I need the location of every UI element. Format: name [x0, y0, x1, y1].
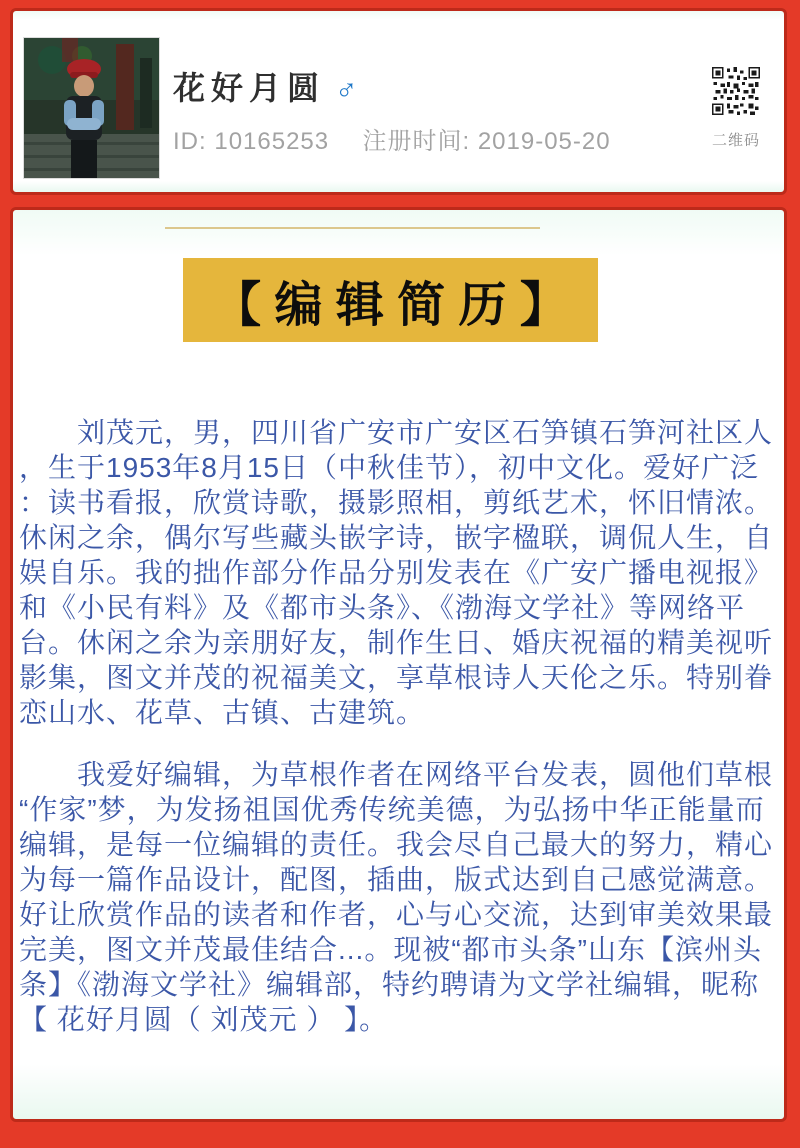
bio-line: 台。休闲之余为亲朋好友，制作生日、婚庆祝福的精美视听: [19, 627, 774, 658]
profile-name-row: [173, 63, 358, 109]
bio-paragraph-1: [19, 415, 773, 730]
bio-line: 【 花好月圆（ 刘茂元 ） 】。: [19, 1004, 389, 1035]
qr-code-block[interactable]: [704, 67, 768, 150]
profile-name: 花好月圆: [173, 70, 326, 106]
bio-line: 为每一篇作品设计，配图，插曲，版式达到自己感觉满意。: [19, 864, 774, 895]
avatar-photo: [24, 38, 159, 178]
profile-bio-card: [10, 207, 787, 1122]
profile-header-card: [10, 8, 787, 195]
id-label: ID:: [173, 128, 207, 155]
bio-paragraph-2: [19, 757, 773, 1037]
avatar[interactable]: [23, 37, 160, 179]
bio-line: “作家”梦，为发扬祖国优秀传统美德，为弘扬中华正能量而: [19, 794, 765, 825]
bio-line: 休闲之余，偶尔写些藏头嵌字诗，嵌字楹联，调侃人生，自: [19, 522, 774, 553]
bio-line: 影集，图文并茂的祝福美文，享草根诗人天伦之乐。特别眷: [19, 662, 774, 693]
bio-line: 娱自乐。我的拙作部分作品分别发表在《广安广播电视报》: [19, 557, 774, 588]
qr-code-icon: [712, 67, 760, 115]
bio-line: 恋山水、花草、古镇、古建筑。: [19, 697, 426, 728]
bio-line: 我爱好编辑，为草根作者在网络平台发表，圆他们草根: [19, 759, 774, 790]
bio-line: 刘茂元，男，四川省广安市广安区石笋镇石笋河社区人: [19, 417, 774, 448]
bio-line: ：读书看报，欣赏诗歌，摄影照相，剪纸艺术，怀旧情浓。: [19, 487, 774, 518]
id-value: 10165253: [214, 128, 330, 155]
decorative-line: [165, 227, 540, 229]
resume-banner-title: 【 编 辑 简 历 】: [213, 278, 568, 332]
bio-line: 完美，图文并茂最佳结合...。现被“都市头条”山东【滨州头: [19, 934, 762, 965]
qr-code-label: 二维码: [711, 132, 760, 149]
resume-banner: [183, 258, 598, 342]
profile-meta: [173, 121, 611, 156]
bio-line: 好让欣赏作品的读者和作者，心与心交流，达到审美效果最: [19, 899, 774, 930]
bio-line: 条】《渤海文学社》编辑部，特约聘请为文学社编辑，昵称: [19, 969, 760, 1000]
registration-date: 2019-05-20: [477, 128, 611, 155]
bio-line: 编辑，是每一位编辑的责任。我会尽自己最大的努力，精心: [19, 829, 774, 860]
male-gender-icon: ♂: [335, 73, 358, 106]
bio-line: ，生于1953年8月15日（中秋佳节），初中文化。爱好广泛: [19, 452, 760, 483]
registration-label: 注册时间:: [362, 128, 471, 155]
bio-line: 和《小民有料》及《都市头条》、《渤海文学社》等网络平: [19, 592, 746, 623]
